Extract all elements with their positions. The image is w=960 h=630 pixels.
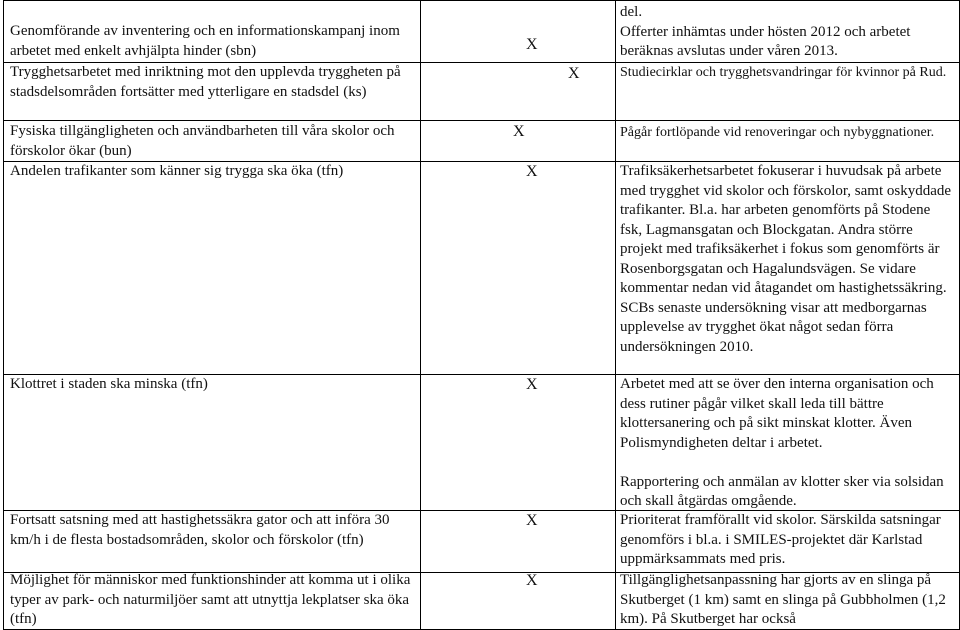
comment-cell: Arbetet med att se över den interna organisation och dess rutiner pågår vilket skall leda till bättre klottersanering och på sikt minskat klotter. Även Polismyndigheten deltar i arbetet. Rapportering och anmälan av klotter sker via solsidan och skall åtgärdas omgående.: [620, 376, 944, 509]
comment-cell: Prioriterat framförallt vid skolor. Särskilda satsningar genomförs i bl.a. i SMILES-projektet där Karlstad uppmärksammats med pris.: [620, 512, 941, 567]
goal-cell: Fortsatt satsning med att hastighetssäkra gator och att införa 30 km/h i de flesta bostadsområden, skolor och förskolor (tfn): [10, 512, 390, 548]
column-divider: [3, 0, 4, 630]
row-divider: [3, 0, 960, 1]
goal-cell: Andelen trafikanter som känner sig trygga ska öka (tfn): [10, 163, 344, 179]
comment-cell: Pågår fortlöpande vid renoveringar och nybyggnationer.: [620, 125, 935, 140]
goal-cell: Genomförande av inventering och en informationskampanj inom arbetet med enkelt avhjälpta hinder (sbn): [10, 23, 400, 59]
column-divider: [615, 0, 616, 630]
goal-cell: Trygghetsarbetet med inriktning mot den upplevda tryggheten på stadsdelsområden fortsätter med ytterligare en stadsdel (ks): [10, 64, 401, 100]
status-mark: X: [526, 572, 538, 589]
goal-cell: Fysiska tillgängligheten och användbarheten till våra skolor och förskolor ökar (bun): [10, 123, 395, 159]
column-divider: [420, 0, 421, 630]
status-mark: X: [526, 36, 538, 53]
status-mark: X: [568, 65, 580, 82]
row-divider: [3, 120, 960, 121]
comment-cell: Studiecirklar och trygghetsvandringar för kvinnor på Rud.: [620, 65, 947, 80]
status-mark: X: [513, 123, 525, 140]
comment-cell: Trafiksäkerhetsarbetet fokuserar i huvudsak på arbete med trygghet vid skolor och förskolor, samt oskyddade trafikanter. Bl.a. har arbeten genomförts på Stodene fsk, Lagmansgatan och Blockgatan. Andra större projekt med trafiksäkerhet i fokus som genomförts är Rosenborgsgatan och Hagalundsvägen. Se vidare kommentar nedan vid åtagandet om hastighetssäkring. SCBs senaste undersökning visar att medborgarnas upplevelse av trygghet ökat något sedan förra undersökningen 2010.: [620, 163, 952, 355]
comment-cell: del. Offerter inhämtas under hösten 2012 och arbetet beräknas avslutas under våren 2013.: [620, 4, 911, 59]
comment-cell: Tillgänglighetsanpassning har gjorts av en slinga på Skutberget (1 km) samt en slinga på Gubbholmen (1,2 km). På Skutberget har också: [620, 572, 946, 627]
goal-cell: Klottret i staden ska minska (tfn): [10, 376, 208, 392]
status-mark: X: [526, 512, 538, 529]
status-mark: X: [526, 376, 538, 393]
status-mark: X: [526, 163, 538, 180]
goal-cell: Möjlighet för människor med funktionshinder att komma ut i olika typer av park- och naturmiljöer samt att utnyttja lekplatser ska öka (tfn): [10, 572, 411, 627]
